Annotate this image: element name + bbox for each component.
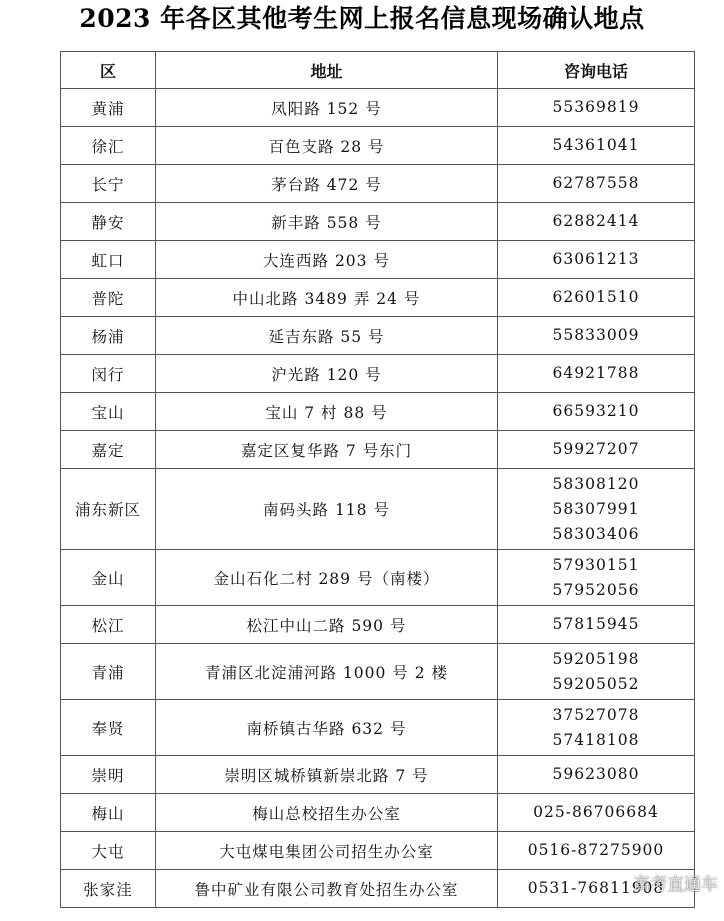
district-cell: 黄浦 bbox=[61, 89, 156, 127]
district-cell: 大屯 bbox=[61, 832, 156, 870]
address-cell: 梅山总校招生办公室 bbox=[156, 794, 498, 832]
table-row bbox=[61, 317, 695, 355]
address-cell: 大连西路 203 号 bbox=[156, 241, 498, 279]
phone-number: 025-86706684 bbox=[533, 803, 659, 821]
address-cell: 南桥镇古华路 632 号 bbox=[156, 700, 498, 756]
table-body bbox=[61, 89, 695, 908]
table-row bbox=[61, 355, 695, 393]
phone-number: 55369819 bbox=[552, 98, 640, 116]
address-cell: 宝山 7 村 88 号 bbox=[156, 393, 498, 431]
phone-cell bbox=[498, 127, 695, 165]
district-cell: 宝山 bbox=[61, 393, 156, 431]
address-cell: 百色支路 28 号 bbox=[156, 127, 498, 165]
address-cell: 嘉定区复华路 7 号东门 bbox=[156, 431, 498, 469]
table-row bbox=[61, 870, 695, 908]
table-row bbox=[61, 794, 695, 832]
district-cell: 长宁 bbox=[61, 165, 156, 203]
district-cell: 浦东新区 bbox=[61, 469, 156, 550]
district-cell: 松江 bbox=[61, 606, 156, 644]
district-cell: 梅山 bbox=[61, 794, 156, 832]
table-row bbox=[61, 756, 695, 794]
district-cell: 普陀 bbox=[61, 279, 156, 317]
district-cell: 金山 bbox=[61, 550, 156, 606]
phone-number: 57952056 bbox=[552, 580, 640, 599]
address-cell: 青浦区北淀浦河路 1000 号 2 楼 bbox=[156, 644, 498, 700]
phone-number: 55833009 bbox=[552, 326, 640, 344]
table-row bbox=[61, 644, 695, 700]
address-cell: 凤阳路 152 号 bbox=[156, 89, 498, 127]
phone-number: 59205198 bbox=[552, 649, 640, 668]
phone-number: 58303406 bbox=[552, 524, 640, 543]
phone-number: 0531-76811908 bbox=[527, 879, 665, 897]
phone-cell bbox=[498, 241, 695, 279]
table-row bbox=[61, 127, 695, 165]
phone-number: 62601510 bbox=[552, 288, 640, 306]
phone-number: 57815945 bbox=[552, 615, 640, 633]
district-cell: 崇明 bbox=[61, 756, 156, 794]
address-cell: 金山石化二村 289 号（南楼） bbox=[156, 550, 498, 606]
address-cell: 延吉东路 55 号 bbox=[156, 317, 498, 355]
phone-number: 62787558 bbox=[552, 174, 640, 192]
table-row bbox=[61, 89, 695, 127]
phone-number: 57418108 bbox=[552, 730, 640, 749]
address-cell: 南码头路 118 号 bbox=[156, 469, 498, 550]
page-title: 2023 年各区其他考生网上报名信息现场确认地点 bbox=[79, 4, 645, 33]
phone-number: 58307991 bbox=[552, 499, 640, 518]
table-row bbox=[61, 606, 695, 644]
table-header-row bbox=[61, 52, 695, 89]
district-cell: 闵行 bbox=[61, 355, 156, 393]
phone-cell bbox=[498, 700, 695, 756]
district-cell: 青浦 bbox=[61, 644, 156, 700]
phone-cell bbox=[498, 469, 695, 550]
table-row bbox=[61, 165, 695, 203]
address-cell: 沪光路 120 号 bbox=[156, 355, 498, 393]
district-cell: 奉贤 bbox=[61, 700, 156, 756]
table-row bbox=[61, 431, 695, 469]
table-row bbox=[61, 203, 695, 241]
phone-number: 59927207 bbox=[552, 440, 640, 458]
phone-number: 62882414 bbox=[552, 212, 640, 230]
phone-cell bbox=[498, 89, 695, 127]
header-address: 地址 bbox=[156, 52, 498, 89]
district-cell: 静安 bbox=[61, 203, 156, 241]
phone-number: 63061213 bbox=[552, 250, 640, 268]
phone-number: 58308120 bbox=[552, 474, 640, 493]
phone-number: 64921788 bbox=[552, 364, 640, 382]
header-district: 区 bbox=[61, 52, 156, 89]
phone-number: 0516-87275900 bbox=[527, 841, 665, 859]
table-row bbox=[61, 700, 695, 756]
table-row bbox=[61, 393, 695, 431]
phone-cell bbox=[498, 756, 695, 794]
phone-cell bbox=[498, 431, 695, 469]
phone-cell bbox=[498, 644, 695, 700]
phone-number: 59205052 bbox=[552, 674, 640, 693]
phone-cell bbox=[498, 317, 695, 355]
address-cell: 崇明区城桥镇新崇北路 7 号 bbox=[156, 756, 498, 794]
phone-cell bbox=[498, 279, 695, 317]
district-cell: 虹口 bbox=[61, 241, 156, 279]
phone-number: 37527078 bbox=[552, 705, 640, 724]
table-row bbox=[61, 279, 695, 317]
phone-cell bbox=[498, 203, 695, 241]
district-cell: 徐汇 bbox=[61, 127, 156, 165]
address-cell: 松江中山二路 590 号 bbox=[156, 606, 498, 644]
phone-number: 59623080 bbox=[552, 765, 640, 783]
watermark: 高考直通车 bbox=[633, 875, 718, 895]
address-cell: 中山北路 3489 弄 24 号 bbox=[156, 279, 498, 317]
address-cell: 茅台路 472 号 bbox=[156, 165, 498, 203]
phone-cell bbox=[498, 165, 695, 203]
district-cell: 张家洼 bbox=[61, 870, 156, 908]
district-cell: 嘉定 bbox=[61, 431, 156, 469]
confirmation-sites-table bbox=[60, 51, 695, 908]
address-cell: 大屯煤电集团公司招生办公室 bbox=[156, 832, 498, 870]
address-cell: 新丰路 558 号 bbox=[156, 203, 498, 241]
table-row bbox=[61, 469, 695, 550]
phone-cell bbox=[498, 393, 695, 431]
phone-number: 54361041 bbox=[552, 136, 640, 154]
phone-cell bbox=[498, 550, 695, 606]
table-row bbox=[61, 832, 695, 870]
district-cell: 杨浦 bbox=[61, 317, 156, 355]
phone-number: 57930151 bbox=[552, 555, 640, 574]
phone-cell bbox=[498, 606, 695, 644]
phone-number: 66593210 bbox=[552, 402, 640, 420]
phone-cell bbox=[498, 832, 695, 870]
table-row bbox=[61, 241, 695, 279]
phone-cell bbox=[498, 355, 695, 393]
address-cell: 鲁中矿业有限公司教育处招生办公室 bbox=[156, 870, 498, 908]
header-phone: 咨询电话 bbox=[498, 52, 695, 89]
phone-cell bbox=[498, 794, 695, 832]
table-row bbox=[61, 550, 695, 606]
